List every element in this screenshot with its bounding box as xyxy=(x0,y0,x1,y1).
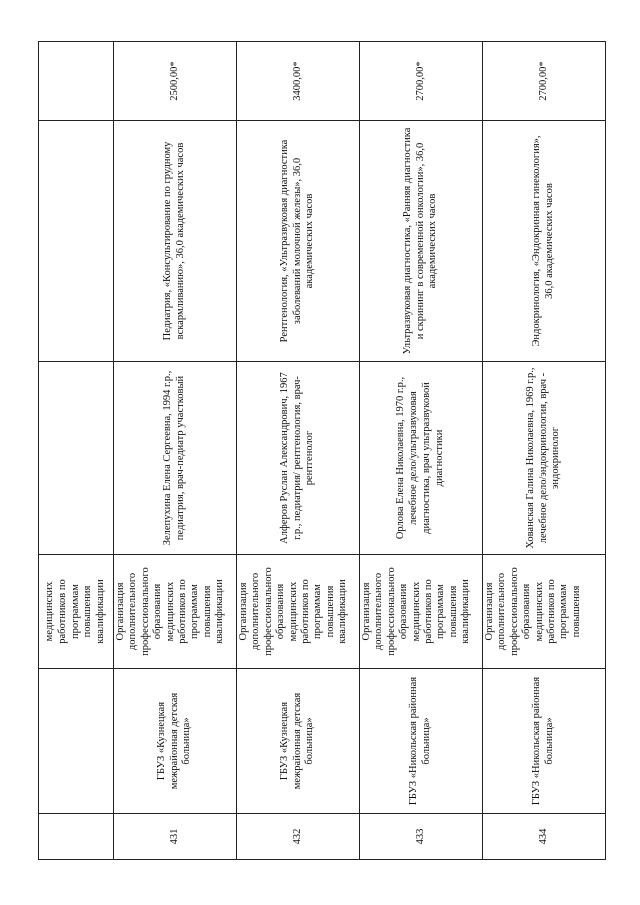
fragment-program-cell xyxy=(39,121,114,362)
fragment-org-cell xyxy=(39,669,114,814)
price-cell: 2700,00* xyxy=(360,42,483,121)
specialist-cell: Зелепухина Елена Сергеевна, 1994 г.р., педиатрия, врач-педиатр участковый xyxy=(114,362,237,555)
price-cell: 2500,00* xyxy=(114,42,237,121)
rotated-document-page xyxy=(38,42,585,860)
table-row xyxy=(360,42,483,860)
fragment-price-cell xyxy=(39,42,114,121)
fragment-num-cell xyxy=(39,814,114,860)
row-number: 434 xyxy=(483,814,606,860)
program-cell: Педиатрия, «Консультирование по грудному вскармливанию», 36,0 академических часов xyxy=(114,121,237,362)
fragment-fio-cell xyxy=(39,362,114,555)
service-type-text: Организация дополнительного профессионального образования медицинских работников по программам повышения квалификации xyxy=(238,567,348,656)
continued-row-fragment xyxy=(39,42,114,860)
fragment-line: программам xyxy=(69,584,81,639)
service-type-cell xyxy=(360,555,483,669)
fragment-line: повышения xyxy=(82,585,94,638)
training-table xyxy=(38,41,606,860)
specialist-cell: Хованская Галина Николаевна, 1969 г.р., лечебное дело/эндокринология, врач - эндокринолог xyxy=(483,362,606,555)
fragment-type-cell xyxy=(39,555,114,669)
specialist-cell: Алферов Руслан Александрович, 1967 г.р., педиатрия/ рентгенология, врач-рентгенолог xyxy=(237,362,360,555)
fragment-line: работников по xyxy=(56,579,68,644)
fragment-line: квалификации xyxy=(95,579,107,644)
service-type-text: Организация дополнительного профессионального образования медицинских работников по программам повышения квалификации xyxy=(115,567,225,656)
price-cell: 2700,00* xyxy=(483,42,606,121)
program-cell: Эндокринология, «Эндокринная гинекология», 36,0 академических часов xyxy=(483,121,606,362)
table-row xyxy=(237,42,360,860)
service-type-cell xyxy=(237,555,360,669)
program-cell: Ультразвуковая диагностика, «Ранняя диагностика и скрининг в современной онкологии», 36,0 академических часов xyxy=(360,121,483,362)
service-type-cell xyxy=(114,555,237,669)
service-type-text: Организация дополнительного профессионального образования медицинских работников по программам повышения квалификации xyxy=(361,567,471,656)
organization-cell: ГБУЗ «Кузнецкая межрайонная детская больница» xyxy=(237,669,360,814)
table-row xyxy=(114,42,237,860)
row-number: 433 xyxy=(360,814,483,860)
price-cell: 3400,00* xyxy=(237,42,360,121)
organization-cell: ГБУЗ «Никольская районная больница» xyxy=(483,669,606,814)
row-number: 432 xyxy=(237,814,360,860)
table-row xyxy=(483,42,606,860)
service-type-text: Организация дополнительного профессионального образования медицинских работников по программам повышения xyxy=(484,567,582,656)
organization-cell: ГБУЗ «Кузнецкая межрайонная детская больница» xyxy=(114,669,237,814)
fragment-line: медицинских xyxy=(44,581,55,642)
row-number: 431 xyxy=(114,814,237,860)
service-type-cell xyxy=(483,555,606,669)
organization-cell: ГБУЗ «Никольская районная больница» xyxy=(360,669,483,814)
specialist-cell: Орлова Елена Николаевна, 1970 г.р., лечебное дело/ультразвуковая диагностика, врач ультразвуковой диагностики xyxy=(360,362,483,555)
program-cell: Рентгенология, «Ультразвуковая диагностика заболеваний молочной железы», 36,0 академических часов xyxy=(237,121,360,362)
